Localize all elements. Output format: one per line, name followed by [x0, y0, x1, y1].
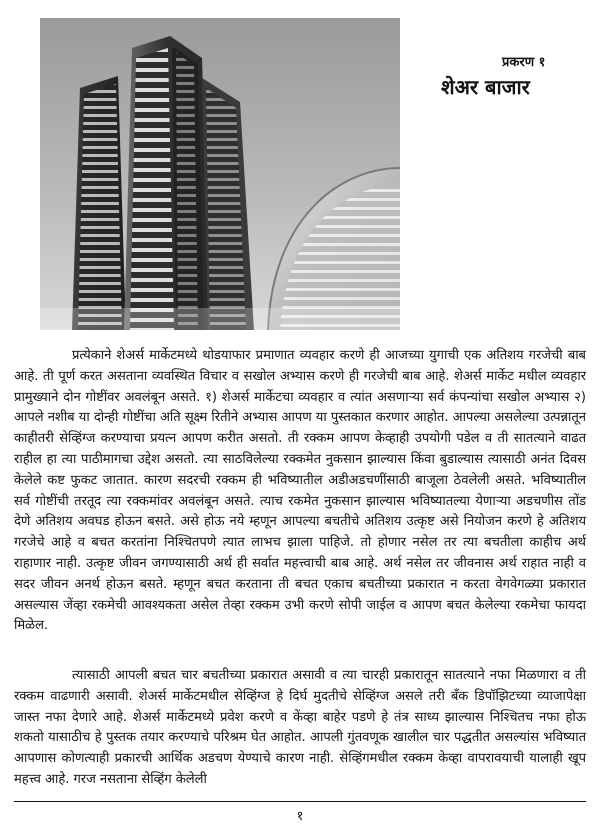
body-paragraph-1: प्रत्येकाने शेअर्स मार्केटमध्ये थोडयाफार प्रमाणात व्यवहार करणे ही आजच्या युगाची एक अतिशय गरजेची बाब आहे. ती पूर्ण करत असताना व्यवस्थित विचार व सखोल अभ्यास करणे ही गरजेची बाब आहे. शेअर्स मार्केट मधील व्यवहार प्रामुख्याने दोन गोष्टींवर अवलंबून असते. १) शेअर्स मार्केटचा व्यवहार व त्यांत असणाऱ्या सर्व कंपन्यांचा सखोल अभ्यास २) आपले नशीब या दोन्ही गोष्टींचा अति सूक्ष्म रितीने अभ्यास आपण या पुस्तकात करणार आहोत. आपल्या असलेल्या उत्पन्नातून काहीतरी सेव्हिंग्ज करण्याचा प्रयत्न आपण करीत असतो. ती रक्कम आपण केव्हाही उपयोगी पडेल व ती सातत्याने वाढत राहील हा त्या पाठीमागचा उद्देश असतो. त्या साठविलेल्या रक्कमेत नुकसान झाल्यास किंवा बुडाल्यास त्यासाठी अनंत दिवस केलेले कष्ट फुकट जातात. कारण सदरची रक्कम ही भविष्यातील अडीअडचणींसाठी बाजूला ठेवलेली असते. भविष्यातील सर्व गोष्टींची तरतूद त्या रक्कमांवर अवलंबून असते. त्याच रकमेत नुकसान झाल्यास भविष्यातल्या येणाऱ्या अडचणीस तोंड देणे अतिशय अवघड होऊन बसते. असे होऊ नये म्हणून आपल्या बचतीचे अतिशय उत्कृष्ट असे नियोजन करणे हे अतिशय गरजेचे आहे व बचत करतांना निश्चितपणे त्यात लाभच झाला पाहिजे. तो होणार नसेल तर त्या बचतीला काहीच अर्थ राहाणार नाही. उत्कृष्ट जीवन जगण्यासाठी अर्थ ही सर्वात महत्त्वाची बाब आहे. अर्थ नसेल तर जीवनास अर्थ राहात नाही व सदर जीवन अनर्थ होऊन बसते. म्हणून बचत करताना ती बचत एकाच बचतीच्या प्रकारात न करता वेगवेगळ्या प्रकारात असल्यास जेंव्हा रकमेची आवश्यकता असेल तेव्हा रक्कम उभी करणे सोपी जाईल व आपण बचत केलेल्या रकमेचा फायदा मिळेल.: [14, 348, 586, 634]
footer-rule: [14, 801, 586, 802]
page-number: १: [296, 809, 304, 824]
stock-exchange-building-photo: [40, 18, 400, 330]
chapter-title: शेअर बाजार: [441, 75, 530, 99]
body-paragraph-2: त्यासाठी आपली बचत चार बचतीच्या प्रकारात असावी व त्या चारही प्रकारातून सातत्याने नफा मिळणारा व ती रक्कम वाढणारी असावी. शेअर्स मार्केटमधील सेव्हिंग्ज हे दिर्घ मुदतीचे सेव्हिंग्ज असले तरी बँक डिपॉझिटच्या व्याजापेक्षा जास्त नफा देणारे आहे. शेअर्स मार्केटमध्ये प्रवेश करणे व केंव्हा बाहेर पडणे हे तंत्र साध्य झाल्यास निश्चितच नफा होऊ शकतो यासाठीच हे पुस्तक तयार करण्याचे परिश्रम घेत आहोत. आपली गुंतवणूक खालील चार पद्धतीत असल्यांस भविष्यात आपणास कोणत्याही प्रकारची आर्थिक अडचण येण्याचे कारण नाही. सेव्हिंगमधील रक्कम केव्हा वापरावयाची यालाही खूप महत्त्व आहे. गरज नसताना सेव्हिंग केलेली: [14, 668, 586, 787]
chapter-label: प्रकरण १: [502, 55, 546, 70]
